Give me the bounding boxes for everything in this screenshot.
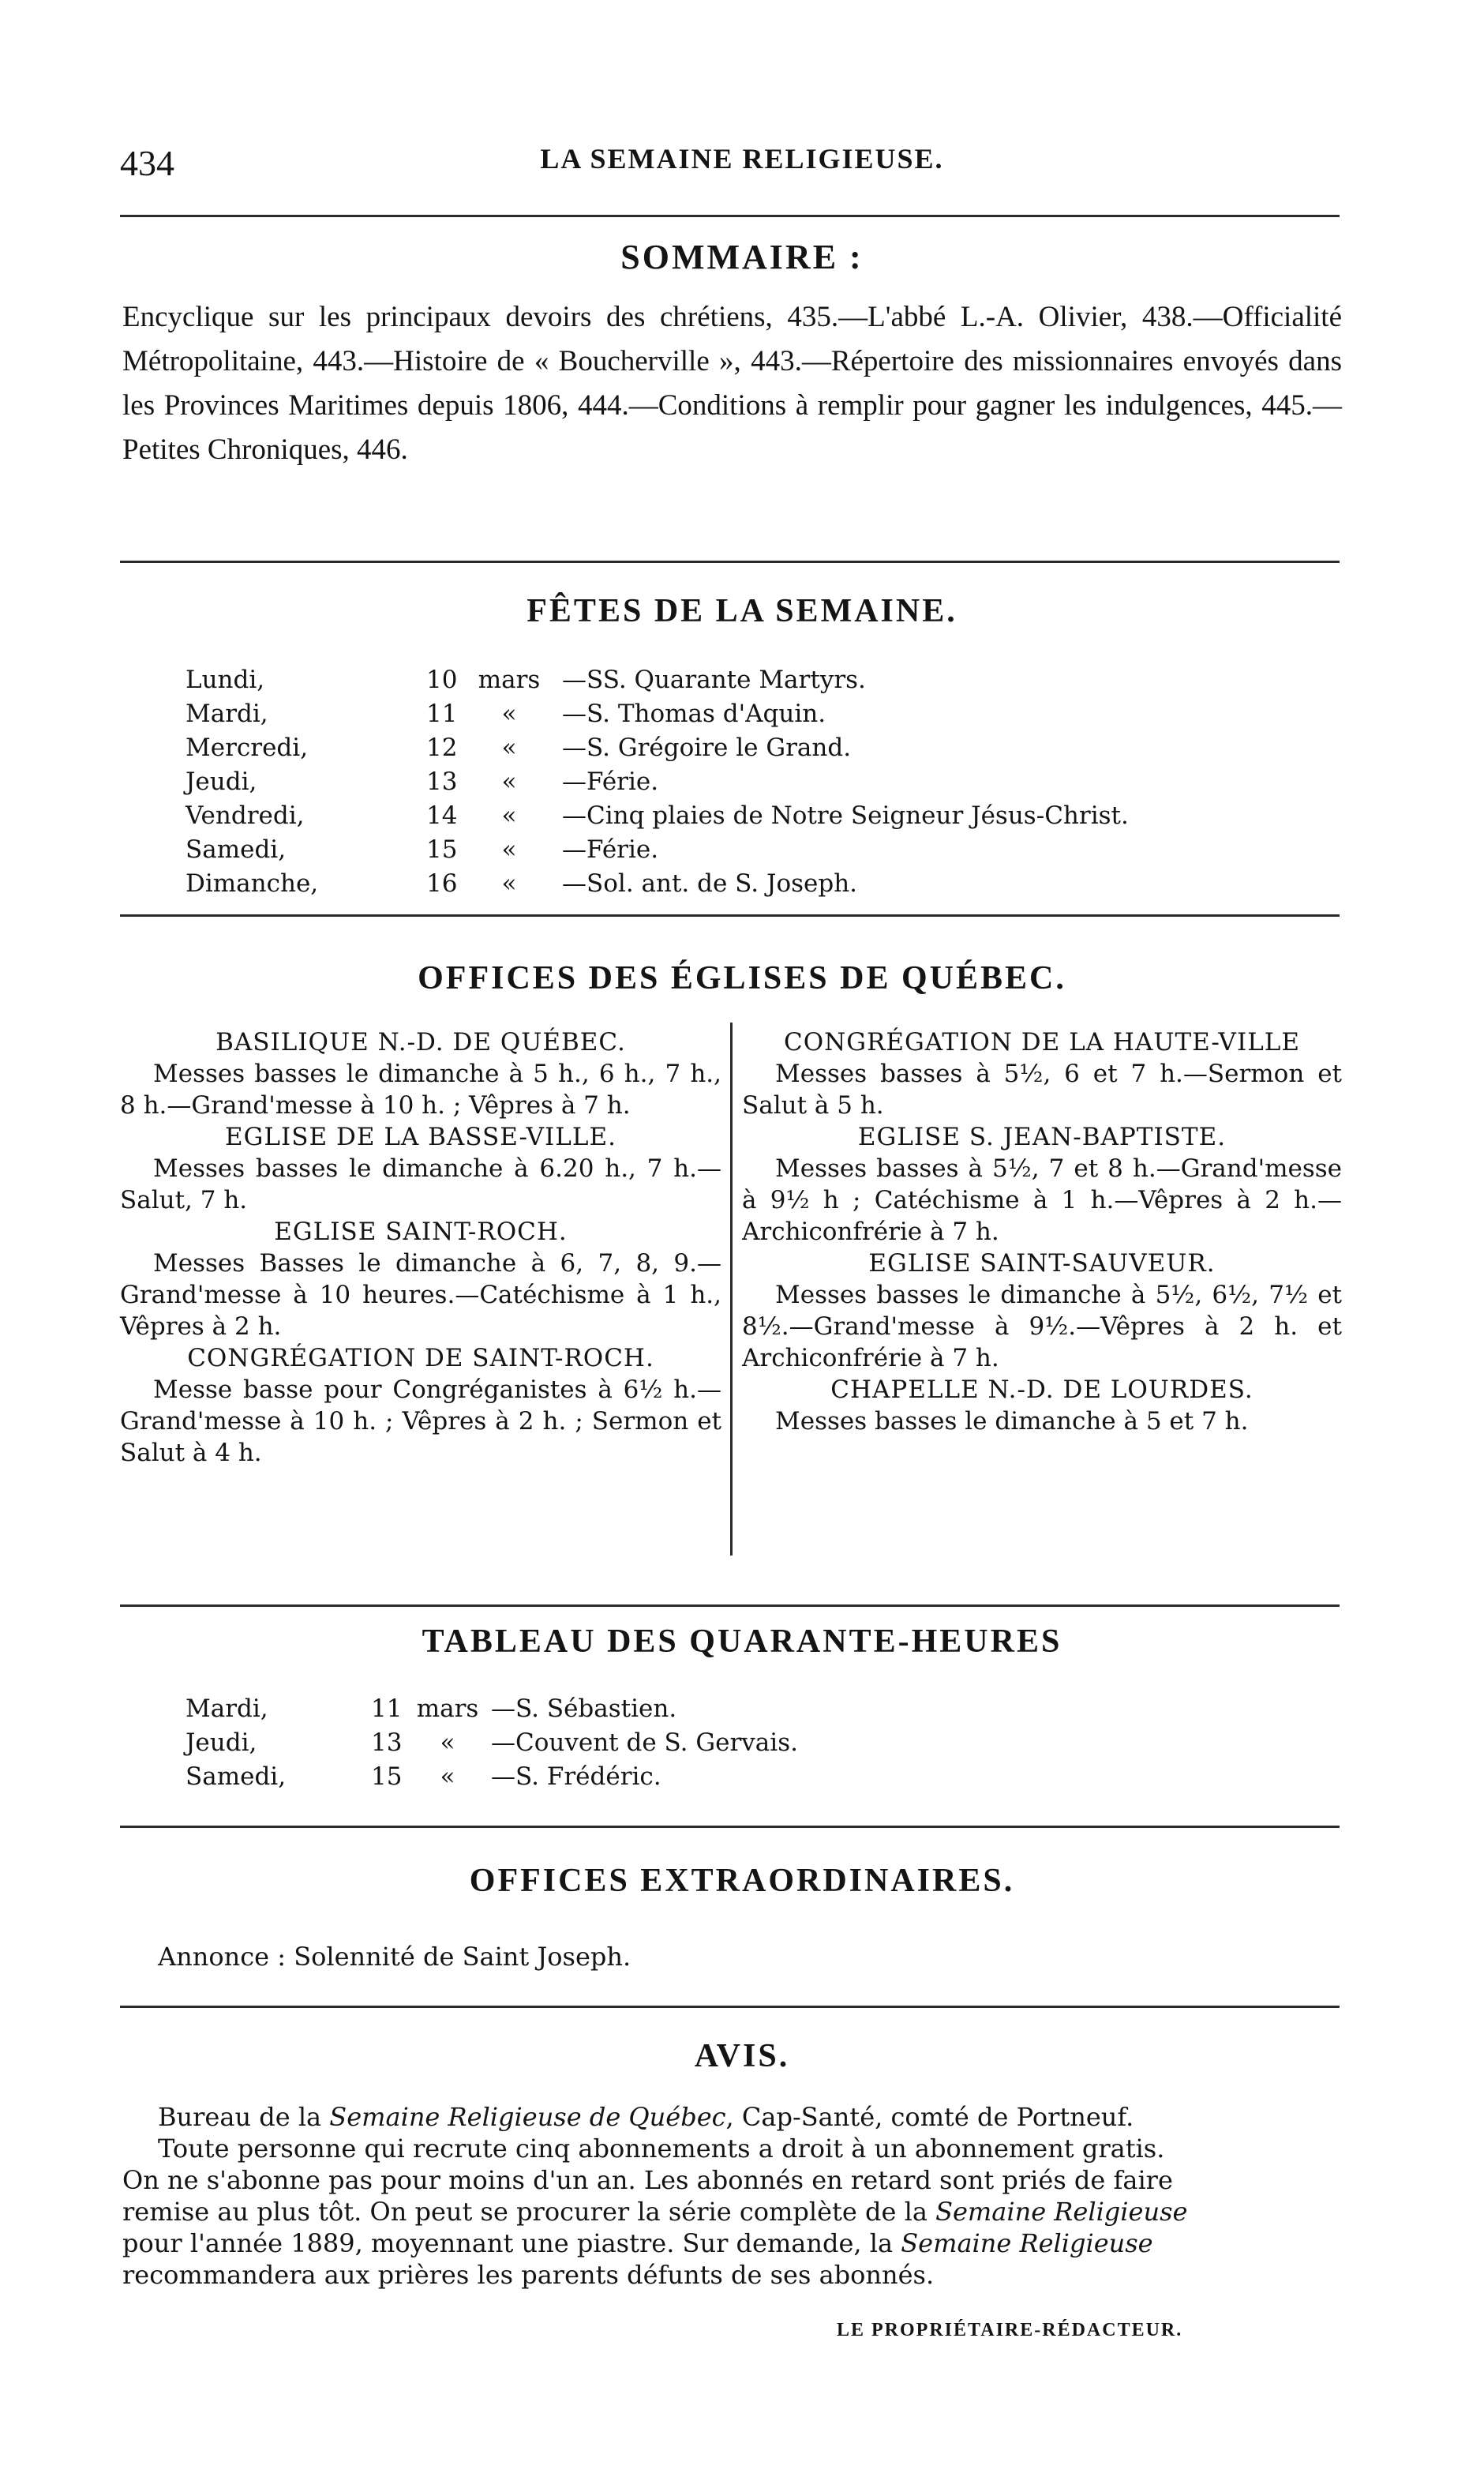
quarante-place: —S. Sébastien. <box>491 1694 677 1723</box>
fete-date: 16 <box>426 869 458 898</box>
fete-month: « <box>501 767 517 796</box>
quarante-title: TABLEAU DES QUARANTE-HEURES <box>422 1623 1062 1660</box>
fetes-rule <box>120 914 1340 917</box>
publication-name: Semaine Religieuse <box>901 2228 1153 2258</box>
church-title: EGLISE SAINT-ROCH. <box>274 1218 568 1246</box>
quarante-day: Samedi, <box>186 1762 287 1791</box>
extraordinaires-text: Annonce : Solennité de Saint Joseph. <box>158 1942 631 1972</box>
fete-month: « <box>501 700 517 728</box>
church-schedule: Messes basses le dimanche à 6.20 h., 7 h.—Salut, 7 h. <box>120 1154 721 1214</box>
quarante-days <box>186 1692 286 1794</box>
fete-day: Dimanche, <box>186 869 319 898</box>
fete-month: « <box>501 835 517 864</box>
avis-line-1-suffix: , Cap-Santé, comté de Portneuf. <box>725 2102 1134 2132</box>
fetes-days <box>186 663 318 901</box>
fetes-months <box>478 663 541 901</box>
column-divider <box>730 1023 733 1556</box>
fete-day: Vendredi, <box>186 801 305 830</box>
quarante-date: 15 <box>371 1762 403 1791</box>
fete-day: Lundi, <box>186 666 265 694</box>
quarante-months <box>412 1692 483 1794</box>
church-title: CONGRÉGATION DE LA HAUTE-VILLE <box>783 1028 1300 1056</box>
avis-line-1 <box>158 2100 1134 2134</box>
fetes-title: FÊTES DE LA SEMAINE. <box>527 593 957 629</box>
publication-name: Semaine Religieuse <box>935 2197 1188 2227</box>
avis-line-5 <box>122 2227 1153 2260</box>
avis-line-2: Toute personne qui recrute cinq abonnements a droit à un abonnement gratis. <box>158 2134 1165 2164</box>
avis-line-6: recommandera aux prières les parents défunts de ses abonnés. <box>122 2260 935 2290</box>
offices-rule <box>120 1604 1340 1607</box>
church-schedule: Messes basses à 5½, 6 et 7 h.—Sermon et Salut à 5 h. <box>742 1060 1342 1120</box>
church-title: EGLISE S. JEAN-BAPTISTE. <box>857 1123 1227 1151</box>
fete-day: Mardi, <box>186 700 268 728</box>
church-schedule: Messes basses le dimanche à 5 h., 6 h., 7 h., 8 h.—Grand'messe à 10 h. ; Vêpres à 7 h. <box>120 1060 721 1120</box>
offices-left-column <box>120 1026 721 1469</box>
quarante-dates <box>371 1692 402 1794</box>
quarante-places <box>491 1692 798 1794</box>
avis-line-3: On ne s'abonne pas pour moins d'un an. Les abonnés en retard sont priés de faire <box>122 2165 1173 2195</box>
extraordinaires-rule <box>120 2006 1340 2008</box>
offices-right-column <box>742 1026 1342 1437</box>
sommaire-rule <box>120 561 1340 563</box>
running-title: LA SEMAINE RELIGIEUSE. <box>540 143 944 175</box>
quarante-rule <box>120 1826 1340 1828</box>
fete-feast: —Cinq plaies de Notre Seigneur Jésus-Christ. <box>562 801 1129 830</box>
sommaire-title: SOMMAIRE : <box>620 238 864 276</box>
quarante-date: 13 <box>371 1728 403 1757</box>
church-schedule: Messe basse pour Congréganistes à 6½ h.—Grand'messe à 10 h. ; Vêpres à 2 h. ; Sermon et Salut à 4 h. <box>120 1375 721 1467</box>
quarante-date: 11 <box>371 1694 403 1723</box>
fete-date: 15 <box>426 835 458 864</box>
fete-month: « <box>501 734 517 762</box>
fete-feast: —S. Thomas d'Aquin. <box>562 700 826 728</box>
fetes-feasts <box>562 663 1129 901</box>
fete-date: 13 <box>426 767 458 796</box>
fete-date: 12 <box>426 734 458 762</box>
fete-month: « <box>501 801 517 830</box>
avis-title: AVIS. <box>694 2038 790 2074</box>
fete-month: « <box>501 869 517 898</box>
fetes-dates <box>426 663 457 901</box>
quarante-day: Mardi, <box>186 1694 268 1723</box>
church-schedule: Messes basses le dimanche à 5 et 7 h. <box>775 1407 1249 1436</box>
fete-date: 11 <box>426 700 458 728</box>
header-rule <box>120 215 1340 217</box>
fete-day: Mercredi, <box>186 734 309 762</box>
quarante-month: « <box>440 1762 455 1791</box>
fete-date: 14 <box>426 801 458 830</box>
church-title: EGLISE DE LA BASSE-VILLE. <box>225 1123 616 1151</box>
church-title: CONGRÉGATION DE SAINT-ROCH. <box>187 1344 654 1372</box>
fete-month: mars <box>478 666 541 694</box>
avis-line-1-prefix: Bureau de la <box>158 2102 330 2132</box>
quarante-month: mars <box>416 1694 479 1723</box>
church-title: BASILIQUE N.-D. DE QUÉBEC. <box>215 1028 626 1056</box>
avis-line-5-text: pour l'année 1889, moyennant une piastre. Sur demande, la <box>122 2228 901 2258</box>
signature: LE PROPRIÉTAIRE-RÉDACTEUR. <box>837 2320 1183 2340</box>
quarante-day: Jeudi, <box>186 1728 257 1757</box>
church-schedule: Messes basses à 5½, 7 et 8 h.—Grand'messe à 9½ h ; Catéchisme à 1 h.—Vêpres à 2 h.—Archiconfrérie à 7 h. <box>742 1154 1342 1246</box>
offices-title: OFFICES DES ÉGLISES DE QUÉBEC. <box>418 960 1066 996</box>
extraordinaires-title: OFFICES EXTRAORDINAIRES. <box>469 1863 1015 1899</box>
page-number: 434 <box>120 143 174 183</box>
quarante-place: —S. Frédéric. <box>491 1762 661 1791</box>
fete-day: Jeudi, <box>186 767 257 796</box>
fete-feast: —SS. Quarante Martyrs. <box>562 666 866 694</box>
sommaire-text: Encyclique sur les principaux devoirs des chrétiens, 435.—L'abbé L.-A. Olivier, 438.—Officialité Métropolitaine, 443.—Histoire de « Boucherville », 443.—Répertoire des missionnaires envoyés dans les Provinces Maritimes depuis 1806, 444.—Conditions à remplir pour gagner les indulgences, 445.—Petites Chroniques, 446. <box>122 301 1342 466</box>
church-title: EGLISE SAINT-SAUVEUR. <box>868 1249 1216 1278</box>
fete-feast: —Sol. ant. de S. Joseph. <box>562 869 858 898</box>
quarante-month: « <box>440 1728 455 1757</box>
fete-feast: —Férie. <box>562 835 659 864</box>
quarante-place: —Couvent de S. Gervais. <box>491 1728 798 1757</box>
church-title: CHAPELLE N.-D. DE LOURDES. <box>830 1375 1254 1404</box>
fete-feast: —Férie. <box>562 767 659 796</box>
fete-day: Samedi, <box>186 835 287 864</box>
fete-date: 10 <box>426 666 458 694</box>
avis-line-4-text: remise au plus tôt. On peut se procurer la série complète de la <box>122 2197 936 2227</box>
fete-feast: —S. Grégoire le Grand. <box>562 734 852 762</box>
church-schedule: Messes basses le dimanche à 5½, 6½, 7½ et 8½.—Grand'messe à 9½.—Vêpres à 2 h. et Archiconfrérie à 7 h. <box>742 1281 1342 1372</box>
publication-name: Semaine Religieuse de Québec <box>329 2102 726 2132</box>
church-schedule: Messes Basses le dimanche à 6, 7, 8, 9.—Grand'messe à 10 heures.—Catéchisme à 1 h., Vêpres à 2 h. <box>120 1249 721 1341</box>
avis-line-4 <box>122 2195 1187 2228</box>
